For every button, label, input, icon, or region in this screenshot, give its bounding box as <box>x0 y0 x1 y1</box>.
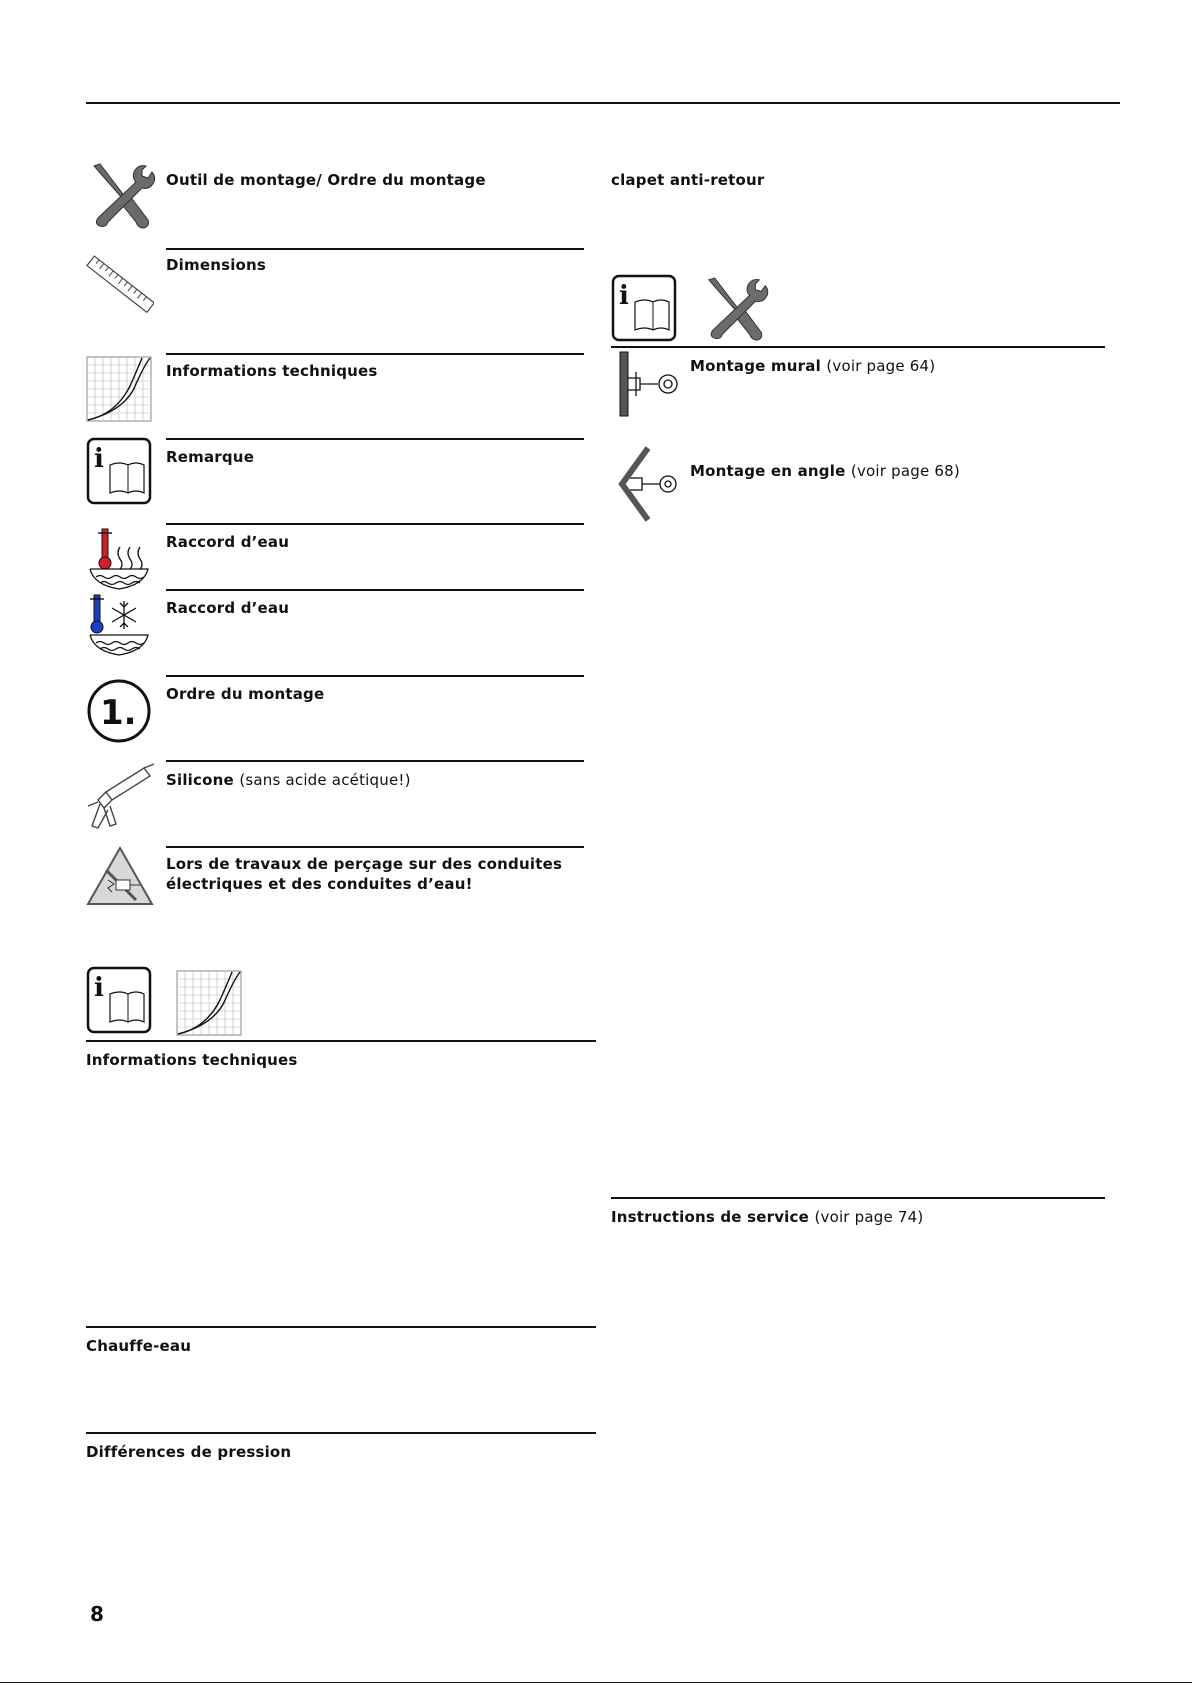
info-book-icon <box>86 437 152 505</box>
legend-title-drilling: Lors de travaux de perçage sur des conduites électriques et des conduites d’eau! <box>166 855 563 893</box>
service-ref: (voir page 74) <box>814 1208 924 1226</box>
check-valve-heading: clapet anti-retour <box>611 171 765 189</box>
cold-water-snowflake-icon <box>86 593 152 659</box>
legend-title-note: Remarque <box>166 448 255 466</box>
silicone-label: Silicone <box>166 771 234 789</box>
legend-divider <box>166 589 584 591</box>
page-number: 8 <box>90 1602 104 1626</box>
section-divider <box>86 1432 596 1434</box>
tech-info-heading: Informations techniques <box>86 1051 298 1069</box>
svg-text:i: i <box>94 973 104 1003</box>
legend-divider <box>166 438 584 440</box>
legend-title-silicone <box>166 770 411 790</box>
graph-curves-icon <box>86 356 152 422</box>
legend-divider <box>166 846 584 848</box>
legend-title-tools: Outil de montage/ Ordre du montage <box>166 171 486 189</box>
bottom-rule <box>0 1682 1192 1683</box>
service-heading <box>611 1207 923 1227</box>
info-book-icon <box>611 274 677 342</box>
service-label: Instructions de service <box>611 1208 809 1226</box>
corner-mount-label: Montage en angle <box>690 462 846 480</box>
legend-divider <box>166 248 584 250</box>
info-book-icon <box>86 966 152 1034</box>
section-divider <box>611 346 1105 348</box>
step-number-icon <box>86 678 152 744</box>
hot-water-thermometer-icon <box>86 527 152 591</box>
legend-title-dimensions: Dimensions <box>166 256 267 274</box>
legend-title-tech-info: Informations techniques <box>166 362 378 380</box>
svg-text:i: i <box>619 281 629 311</box>
pressure-heading: Différences de pression <box>86 1443 292 1461</box>
legend-divider <box>166 760 584 762</box>
corner-mount-title <box>690 461 960 481</box>
wrench-screwdriver-icon <box>700 274 772 344</box>
wall-mount-icon <box>618 350 684 418</box>
drilling-warning-icon <box>86 846 154 906</box>
legend-title-order: Ordre du montage <box>166 685 325 703</box>
wall-mount-title <box>690 356 935 376</box>
ruler-icon <box>86 250 154 320</box>
legend-title-cold-water: Raccord d’eau <box>166 599 290 617</box>
section-divider <box>86 1040 596 1042</box>
corner-mount-ref: (voir page 68) <box>850 462 960 480</box>
silicone-gun-icon <box>86 762 156 830</box>
svg-text:i: i <box>94 444 104 474</box>
water-heater-heading: Chauffe-eau <box>86 1337 192 1355</box>
wall-mount-ref: (voir page 64) <box>826 357 936 375</box>
graph-curves-icon <box>176 970 242 1036</box>
wall-mount-label: Montage mural <box>690 357 821 375</box>
legend-divider <box>166 523 584 525</box>
wrench-screwdriver-icon <box>86 160 158 232</box>
section-divider <box>86 1326 596 1328</box>
top-rule <box>86 102 1120 104</box>
silicone-note: (sans acide acétique!) <box>239 771 411 789</box>
legend-divider <box>166 675 584 677</box>
section-divider <box>611 1197 1105 1199</box>
legend-divider <box>166 353 584 355</box>
step-number-label: 1. <box>100 693 137 733</box>
legend-title-hot-water: Raccord d’eau <box>166 533 290 551</box>
corner-mount-icon <box>618 446 686 522</box>
